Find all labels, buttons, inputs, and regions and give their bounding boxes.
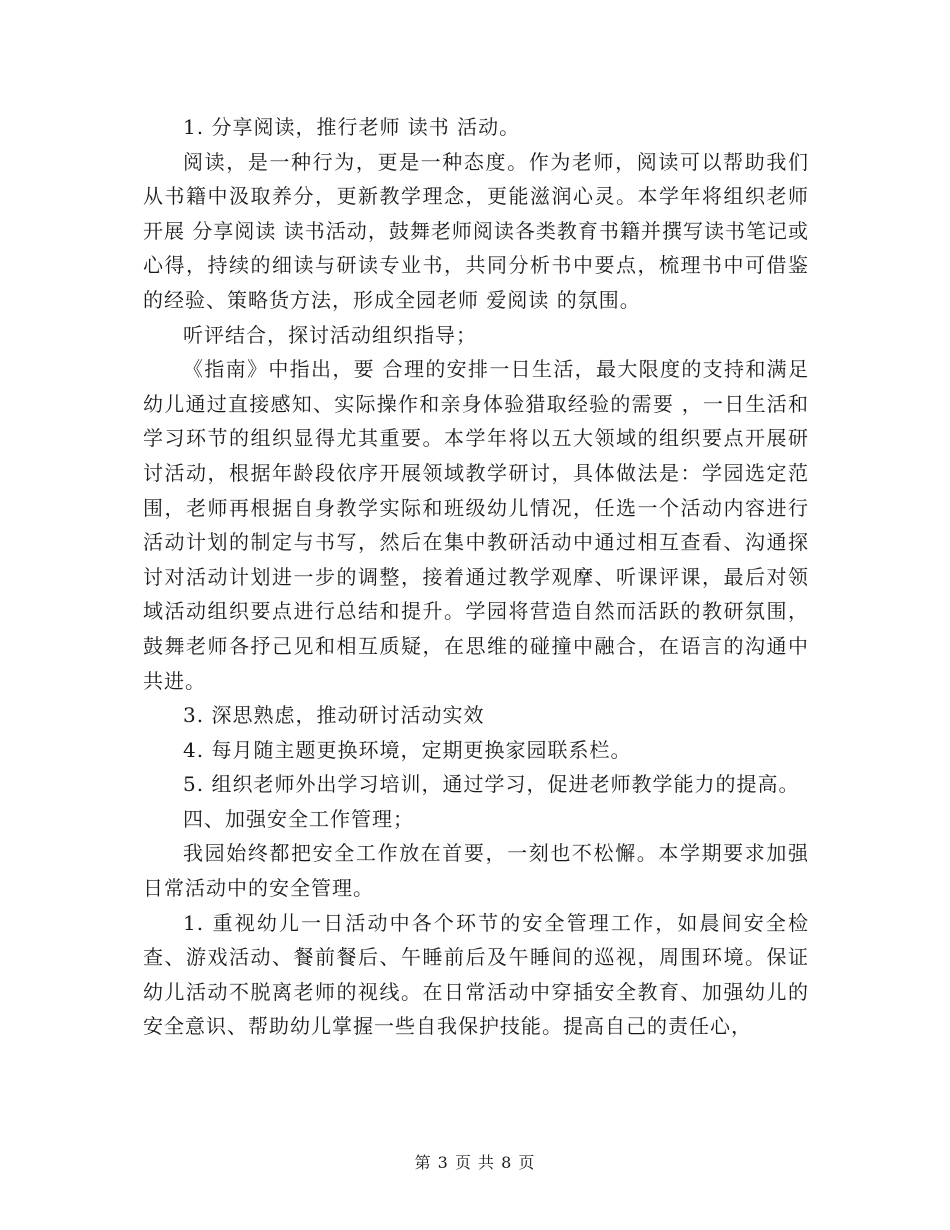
item-deliberate: 3. 深思熟虑，推动研讨活动实效: [183, 703, 485, 728]
document-body: [143, 110, 809, 1044]
item-share-reading: 1. 分享阅读，推行老师 读书 活动。: [183, 115, 521, 139]
section-heading-safety: 四、加强安全工作管理；: [183, 806, 414, 831]
item-monthly-environment: 4. 每月随主题更换环境，定期更换家园联系栏。: [183, 737, 632, 762]
item-training: 5. 组织老师外出学习培训，通过学习，促进老师教学能力的提高。: [183, 772, 800, 797]
paragraph-safety-intro: 我园始终都把安全工作放在首要，一刻也不松懈。本学期要求加强日常活动中的安全管理。: [143, 841, 809, 901]
item-daily-safety: 1. 重视幼儿一日活动中各个环节的安全管理工作，如晨间安全检查、游戏活动、餐前餐后、午睡前后及午睡间的巡视，周围环境。保证幼儿活动不脱离老师的视线。在日常活动中穿插安全教育、加强幼儿的安全意识、帮助幼儿掌握一些自我保护技能。提高自己的责任心，: [143, 910, 809, 1039]
item-listen-evaluate: 听评结合，探讨活动组织指导；: [183, 322, 477, 347]
paragraph-reading: 阅读，是一种行为，更是一种态度。作为老师，阅读可以帮助我们从书籍中汲取养分，更新教学理念，更能滋润心灵。本学年将组织老师开展 分享阅读 读书活动，鼓舞老师阅读各类教育书籍并撰写读书笔记或心得，持续的细读与研读专业书，共同分析书中要点，梳理书中可借鉴的经验、策略货方法，形成全园老师 爱阅读 的氛围。: [143, 149, 809, 312]
page-number-footer: 第 3 页 共 8 页: [414, 1153, 536, 1172]
paragraph-guide: 《指南》中指出，要 合理的安排一日生活，最大限度的支持和满足幼儿通过直接感知、实际操作和亲身体验猎取经验的需要 ，一日生活和学习环节的组织显得尤其重要。本学年将以五大领域的组织要点开展研讨活动，根据年龄段依序开展领域教学研讨，具体做法是：学园选定范围，老师再根据自身教学实际和班级幼儿情况，任选一个活动内容进行活动计划的制定与书写，然后在集中教研活动中通过相互查看、沟通探讨对活动计划进一步的调整，接着通过教学观摩、听课评课，最后对领域活动组织要点进行总结和提升。学园将营造自然而活跃的教研氛围，鼓舞老师各抒己见和相互质疑，在思维的碰撞中融合，在语言的沟通中共进。: [143, 357, 809, 693]
